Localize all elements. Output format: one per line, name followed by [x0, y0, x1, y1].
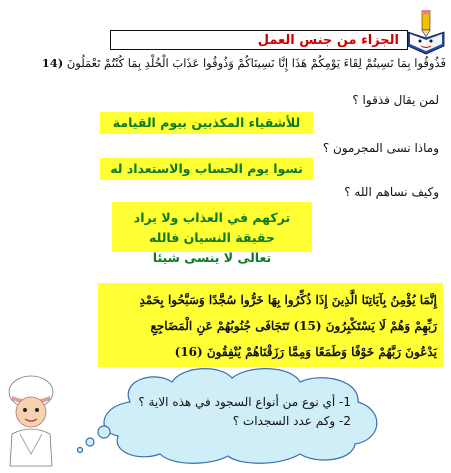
verse-line-3: يَدْعُونَ رَبَّهُمْ خَوْفًا وَطَمَعًا وَمِمَّا رَزَقْنَاهُمْ يُنْفِقُونَ (16) — [174, 345, 437, 359]
answer-1: للأشقياء المكذبين بيوم القيامة — [100, 112, 313, 134]
question-1: لمن يقال فذقوا ؟ — [352, 93, 439, 107]
answer-2: نسوا يوم الحساب والاستعداد له — [100, 158, 313, 180]
boy-character-icon — [0, 374, 62, 470]
verse-line-2: رَبِّهِمْ وَهُمْ لَا يَسْتَكْبِرُونَ (15) تَتَجَافَى جُنُوبُهُمْ عَنِ الْمَضَاجِعِ — [150, 319, 437, 333]
verse-14-text: فَذُوقُوا بِمَا نَسِيتُمْ لِقَاءَ يَوْمِكُمْ هَذَا إِنَّا نَسِينَاكُمْ وَذُوقُوا عَذَابَ الْخُلْدِ بِمَا كُنْتُمْ تَعْمَلُونَ — [66, 56, 446, 70]
verses-15-16 — [98, 283, 443, 367]
book-mascot-icon — [406, 10, 446, 56]
title-box — [110, 30, 408, 50]
verse-14 — [6, 55, 446, 72]
answer-3 — [112, 202, 312, 265]
cloud-question-2: 2- وكم عدد السجدات ؟ — [232, 414, 351, 428]
cloud-question-1: 1- أي نوع من أنواع السجود في هذه الاية ؟ — [138, 395, 351, 409]
answer-3-line-1: تركهم في العذاب ولا يراد حقيقة النسيان فالله — [133, 210, 291, 245]
question-2: وماذا نسى المجرمون ؟ — [322, 141, 439, 155]
question-3: وكيف نساهم الله ؟ — [344, 185, 439, 199]
verse-14-number: (14 — [41, 56, 64, 70]
verse-line-1: إِنَّمَا يُؤْمِنُ بِآيَاتِنَا الَّذِينَ إِذَا ذُكِّرُوا بِهَا خَرُّوا سُجَّدًا وَسَبَّحُوا بِحَمْدِ — [139, 293, 437, 307]
page-title: الجزاء من جنس العمل — [257, 32, 399, 48]
cloud-questions — [111, 393, 351, 431]
answer-3-line-2: تعالى لا ينسى شيئا — [152, 250, 272, 265]
